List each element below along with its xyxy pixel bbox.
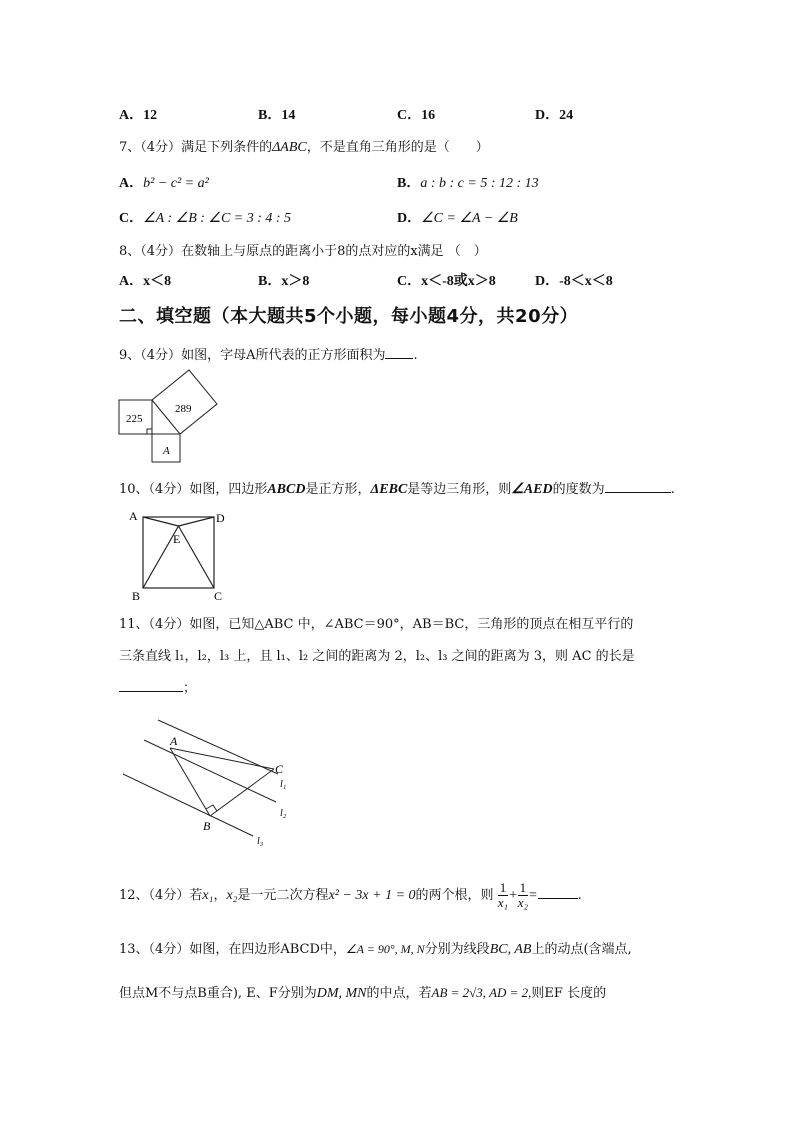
q10-label-d: D xyxy=(216,511,225,525)
q12-fraction-2: $\frac{1}{\text{x₂}}$ xyxy=(517,880,529,910)
q7-option-b[interactable]: B．a : b : c = 5 : 12 : 13 xyxy=(397,176,539,191)
q10-square xyxy=(143,517,214,588)
q11-line-2: 三条直线 l₁，l₂，l₃ 上，且 l₁、l₂ 之间的距离为 2，l₂、l₃ 之间的距离为 3，则 AC 的长是 xyxy=(119,649,635,664)
q11-right-angle-mark xyxy=(206,805,217,811)
q10-seg-de xyxy=(179,517,215,526)
q11-figure xyxy=(118,712,308,852)
q7-option-c[interactable]: C．∠A : ∠B : ∠C = 3 : 4 : 5 xyxy=(119,211,292,226)
q12-stem: 12、（4分）若x₁，x₂是一元二次方程x² − 3x + 1 = 0的两个根，则 $\frac{1}{\text{x₁}}$ + $\frac{1}{\text{x₂}}$ = . xyxy=(119,880,582,910)
q7-option-a[interactable]: A．b² − c² = a² xyxy=(119,176,209,191)
q9-label-289: 289 xyxy=(175,403,192,415)
q11-line-l3 xyxy=(123,774,253,836)
section-2-title: 二、填空题（本大题共5个小题，每小题4分，共20分） xyxy=(119,306,579,327)
q8-option-c[interactable]: C．x＜-8或x＞8 xyxy=(397,274,496,289)
q11-label-l3: l₃ xyxy=(257,836,264,847)
q11-line-1: 11、（4分）如图，已知△ABC 中，∠ABC＝90°，AB＝BC，三角形的顶点在相互平行的 xyxy=(119,617,634,632)
q8-stem: 8、（4分）在数轴上与原点的距离小于8的点对应的x满足 （ ） xyxy=(119,244,487,259)
q6-option-a[interactable]: A．12 xyxy=(119,108,158,123)
q11-label-a: A xyxy=(170,734,178,748)
q10-stem: 10、（4分）如图，四边形ABCD是正方形，ΔEBC是等边三角形，则∠AED的度数为 . xyxy=(119,482,675,497)
q9-square-289 xyxy=(152,370,217,434)
q10-label-e: E xyxy=(173,532,181,546)
q6-option-c[interactable]: C．16 xyxy=(397,108,436,123)
q13-line-2: 但点M不与点B重合), E、F分别为DM, MN的中点，若AB = 2√3, AD = 2,则EF 长度的 xyxy=(119,985,607,1001)
q11-side-ac xyxy=(170,748,274,769)
q9-label-a: A xyxy=(163,445,170,457)
q8-option-b[interactable]: B．x＞8 xyxy=(258,274,310,289)
q10-figure xyxy=(126,506,236,602)
q11-line-3: ； xyxy=(119,677,196,696)
q10-label-a: A xyxy=(129,509,138,523)
q12-fraction-1: $\frac{1}{\text{x₁}}$ xyxy=(497,880,509,910)
q10-answer-blank[interactable] xyxy=(605,480,671,493)
q12-answer-blank[interactable] xyxy=(538,886,578,899)
q10-label-c: C xyxy=(214,589,223,602)
q9-right-angle-mark xyxy=(147,429,152,434)
q11-label-b: B xyxy=(203,819,211,833)
q9-answer-blank[interactable] xyxy=(385,346,413,359)
q7-option-d[interactable]: D．∠C = ∠A − ∠B xyxy=(397,211,518,226)
q10-side-ce xyxy=(179,526,215,588)
q8-option-a[interactable]: A．x＜8 xyxy=(119,274,172,289)
q11-line-l2 xyxy=(144,740,276,802)
q10-label-b: B xyxy=(132,589,141,602)
q6-option-d[interactable]: D．24 xyxy=(535,108,574,123)
q9-label-225: 225 xyxy=(126,413,143,425)
q11-label-c: C xyxy=(275,762,284,776)
q13-line-1: 13、（4分）如图，在四边形ABCD中，∠A = 90°, M, N分别为线段BC, AB上的动点(含端点, xyxy=(119,942,632,957)
q9-stem: 9、（4分）如图，字母A所代表的正方形面积为 . xyxy=(119,348,418,363)
q7-stem: 7、（4分）满足下列条件的ΔABC，不是直角三角形的是（ ） xyxy=(119,140,489,155)
q8-option-d[interactable]: D．-8＜x＜8 xyxy=(535,274,613,289)
q11-label-l1: l₁ xyxy=(280,779,287,790)
q11-answer-blank[interactable] xyxy=(119,679,183,692)
q6-option-b[interactable]: B．14 xyxy=(258,108,296,123)
q11-label-l2: l₂ xyxy=(280,808,287,819)
q10-seg-ae xyxy=(143,517,179,526)
q9-figure xyxy=(114,368,224,466)
